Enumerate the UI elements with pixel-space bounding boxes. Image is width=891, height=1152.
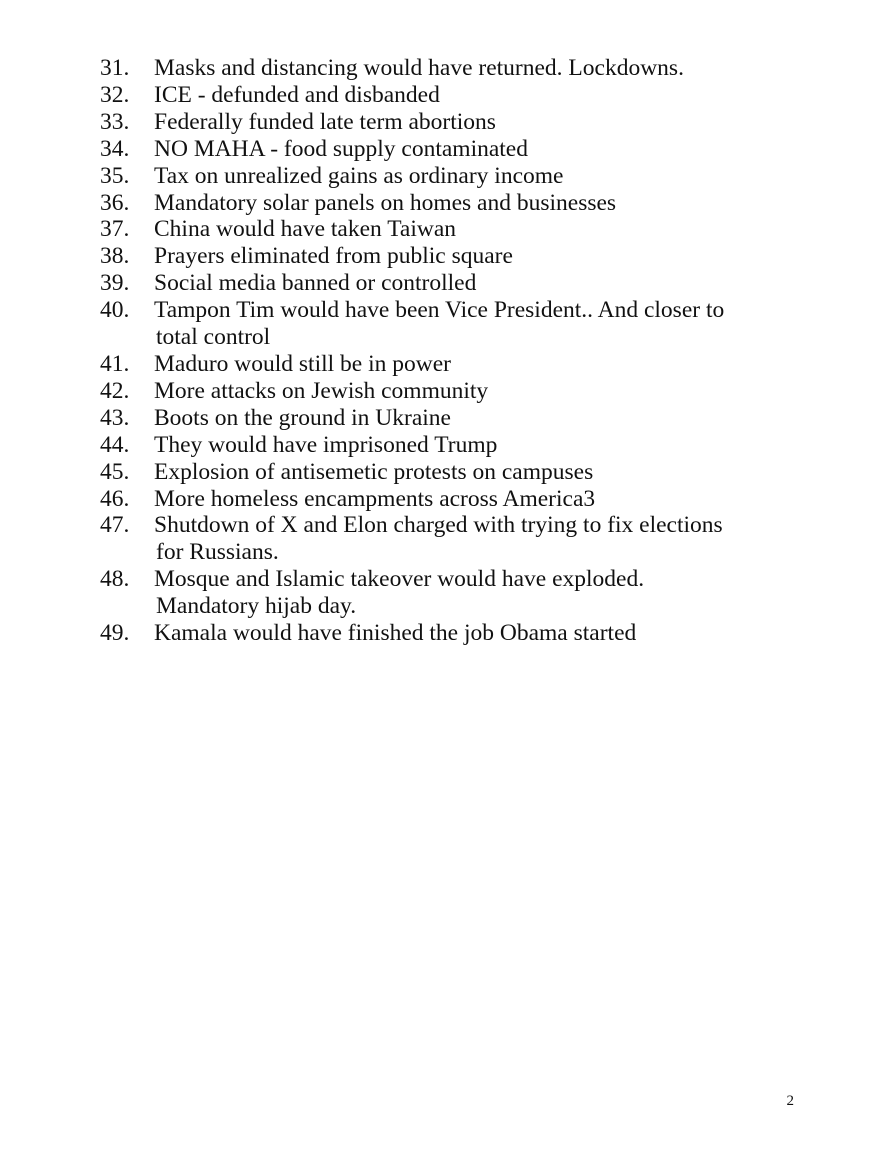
list-item-number: 42. xyxy=(100,377,130,404)
list-item-number: 45. xyxy=(100,458,130,485)
list-item xyxy=(100,243,800,270)
list-item-text xyxy=(154,82,800,109)
list-item-line: Prayers eliminated from public square xyxy=(154,243,513,270)
list-item-line: ICE - defunded and disbanded xyxy=(154,81,440,108)
list-item-text xyxy=(154,109,800,136)
list-item-line: NO MAHA - food supply contaminated xyxy=(154,135,528,162)
list-item-line: Shutdown of X and Elon charged with trying to fix elections xyxy=(154,512,723,539)
list-item xyxy=(100,405,800,432)
list-item xyxy=(100,82,800,109)
list-item-text xyxy=(154,405,800,432)
list-item-line: Mosque and Islamic takeover would have exploded. xyxy=(154,566,645,593)
list-item-line: Kamala would have finished the job Obama started xyxy=(154,620,637,647)
list-item-line: Federally funded late term abortions xyxy=(154,108,496,135)
list-item-line: China would have taken Taiwan xyxy=(154,216,457,243)
list-item-number: 40. xyxy=(100,297,130,324)
list-item-number: 33. xyxy=(100,108,130,135)
list-item-text xyxy=(154,378,800,405)
list-item xyxy=(100,566,800,620)
list-item xyxy=(100,351,800,378)
list-item-number: 49. xyxy=(100,620,130,647)
list-item-text xyxy=(154,512,800,566)
list-item xyxy=(100,459,800,486)
list-item-line: Tampon Tim would have been Vice President.. And closer to xyxy=(154,297,725,324)
list-item-line: They would have imprisoned Trump xyxy=(154,431,498,458)
list-item-number: 48. xyxy=(100,566,130,593)
list-item-text xyxy=(154,243,800,270)
list-item xyxy=(100,136,800,163)
list-item xyxy=(100,486,800,513)
list-item-number: 37. xyxy=(100,216,130,243)
list-item xyxy=(100,512,800,566)
list-item-number: 47. xyxy=(100,512,130,539)
page-number: 2 xyxy=(786,1093,794,1109)
list-item-text xyxy=(154,351,800,378)
list-item-line: Boots on the ground in Ukraine xyxy=(154,404,451,431)
numbered-list xyxy=(100,55,800,647)
list-item xyxy=(100,297,800,351)
list-item-text xyxy=(154,459,800,486)
list-item-text xyxy=(154,190,800,217)
list-item-number: 31. xyxy=(100,55,130,81)
list-item-text xyxy=(154,270,800,297)
list-item xyxy=(100,190,800,217)
list-item-line: Mandatory solar panels on homes and businesses xyxy=(154,189,617,216)
list-item-text xyxy=(154,163,800,190)
list-item-text xyxy=(154,297,800,351)
list-item-continuation-line: for Russians. xyxy=(156,539,279,566)
list-item-continuation-line: total control xyxy=(156,324,271,351)
list-item-text xyxy=(154,566,800,620)
list-item-number: 44. xyxy=(100,431,130,458)
list-item-continuation-line: Mandatory hijab day. xyxy=(156,593,357,620)
list-item xyxy=(100,270,800,297)
list-item-text xyxy=(154,432,800,459)
list-item-text xyxy=(154,620,800,647)
list-item-line: Maduro would still be in power xyxy=(154,350,451,377)
list-item xyxy=(100,620,800,647)
list-item xyxy=(100,432,800,459)
list-item xyxy=(100,378,800,405)
list-item-number: 46. xyxy=(100,485,130,512)
list-item-number: 43. xyxy=(100,404,130,431)
list-item xyxy=(100,216,800,243)
list-item-number: 35. xyxy=(100,162,130,189)
list-item-text xyxy=(154,55,800,82)
list-item-text xyxy=(154,216,800,243)
list-item xyxy=(100,109,800,136)
list-item xyxy=(100,163,800,190)
list-item-line: Tax on unrealized gains as ordinary income xyxy=(154,162,564,189)
list-item-number: 39. xyxy=(100,270,130,297)
list-item xyxy=(100,55,800,82)
list-item-line: Explosion of antisemetic protests on campuses xyxy=(154,458,594,485)
list-item-line: More attacks on Jewish community xyxy=(154,377,489,404)
list-item-number: 34. xyxy=(100,135,130,162)
list-item-text xyxy=(154,486,800,513)
list-item-line: More homeless encampments across America3 xyxy=(154,485,596,512)
list-item-number: 38. xyxy=(100,243,130,270)
list-item-line: Masks and distancing would have returned. Lockdowns. xyxy=(154,55,684,81)
list-item-number: 36. xyxy=(100,189,130,216)
list-item-number: 32. xyxy=(100,81,130,108)
list-item-line: Social media banned or controlled xyxy=(154,270,477,297)
list-item-number: 41. xyxy=(100,350,130,377)
list-item-text xyxy=(154,136,800,163)
